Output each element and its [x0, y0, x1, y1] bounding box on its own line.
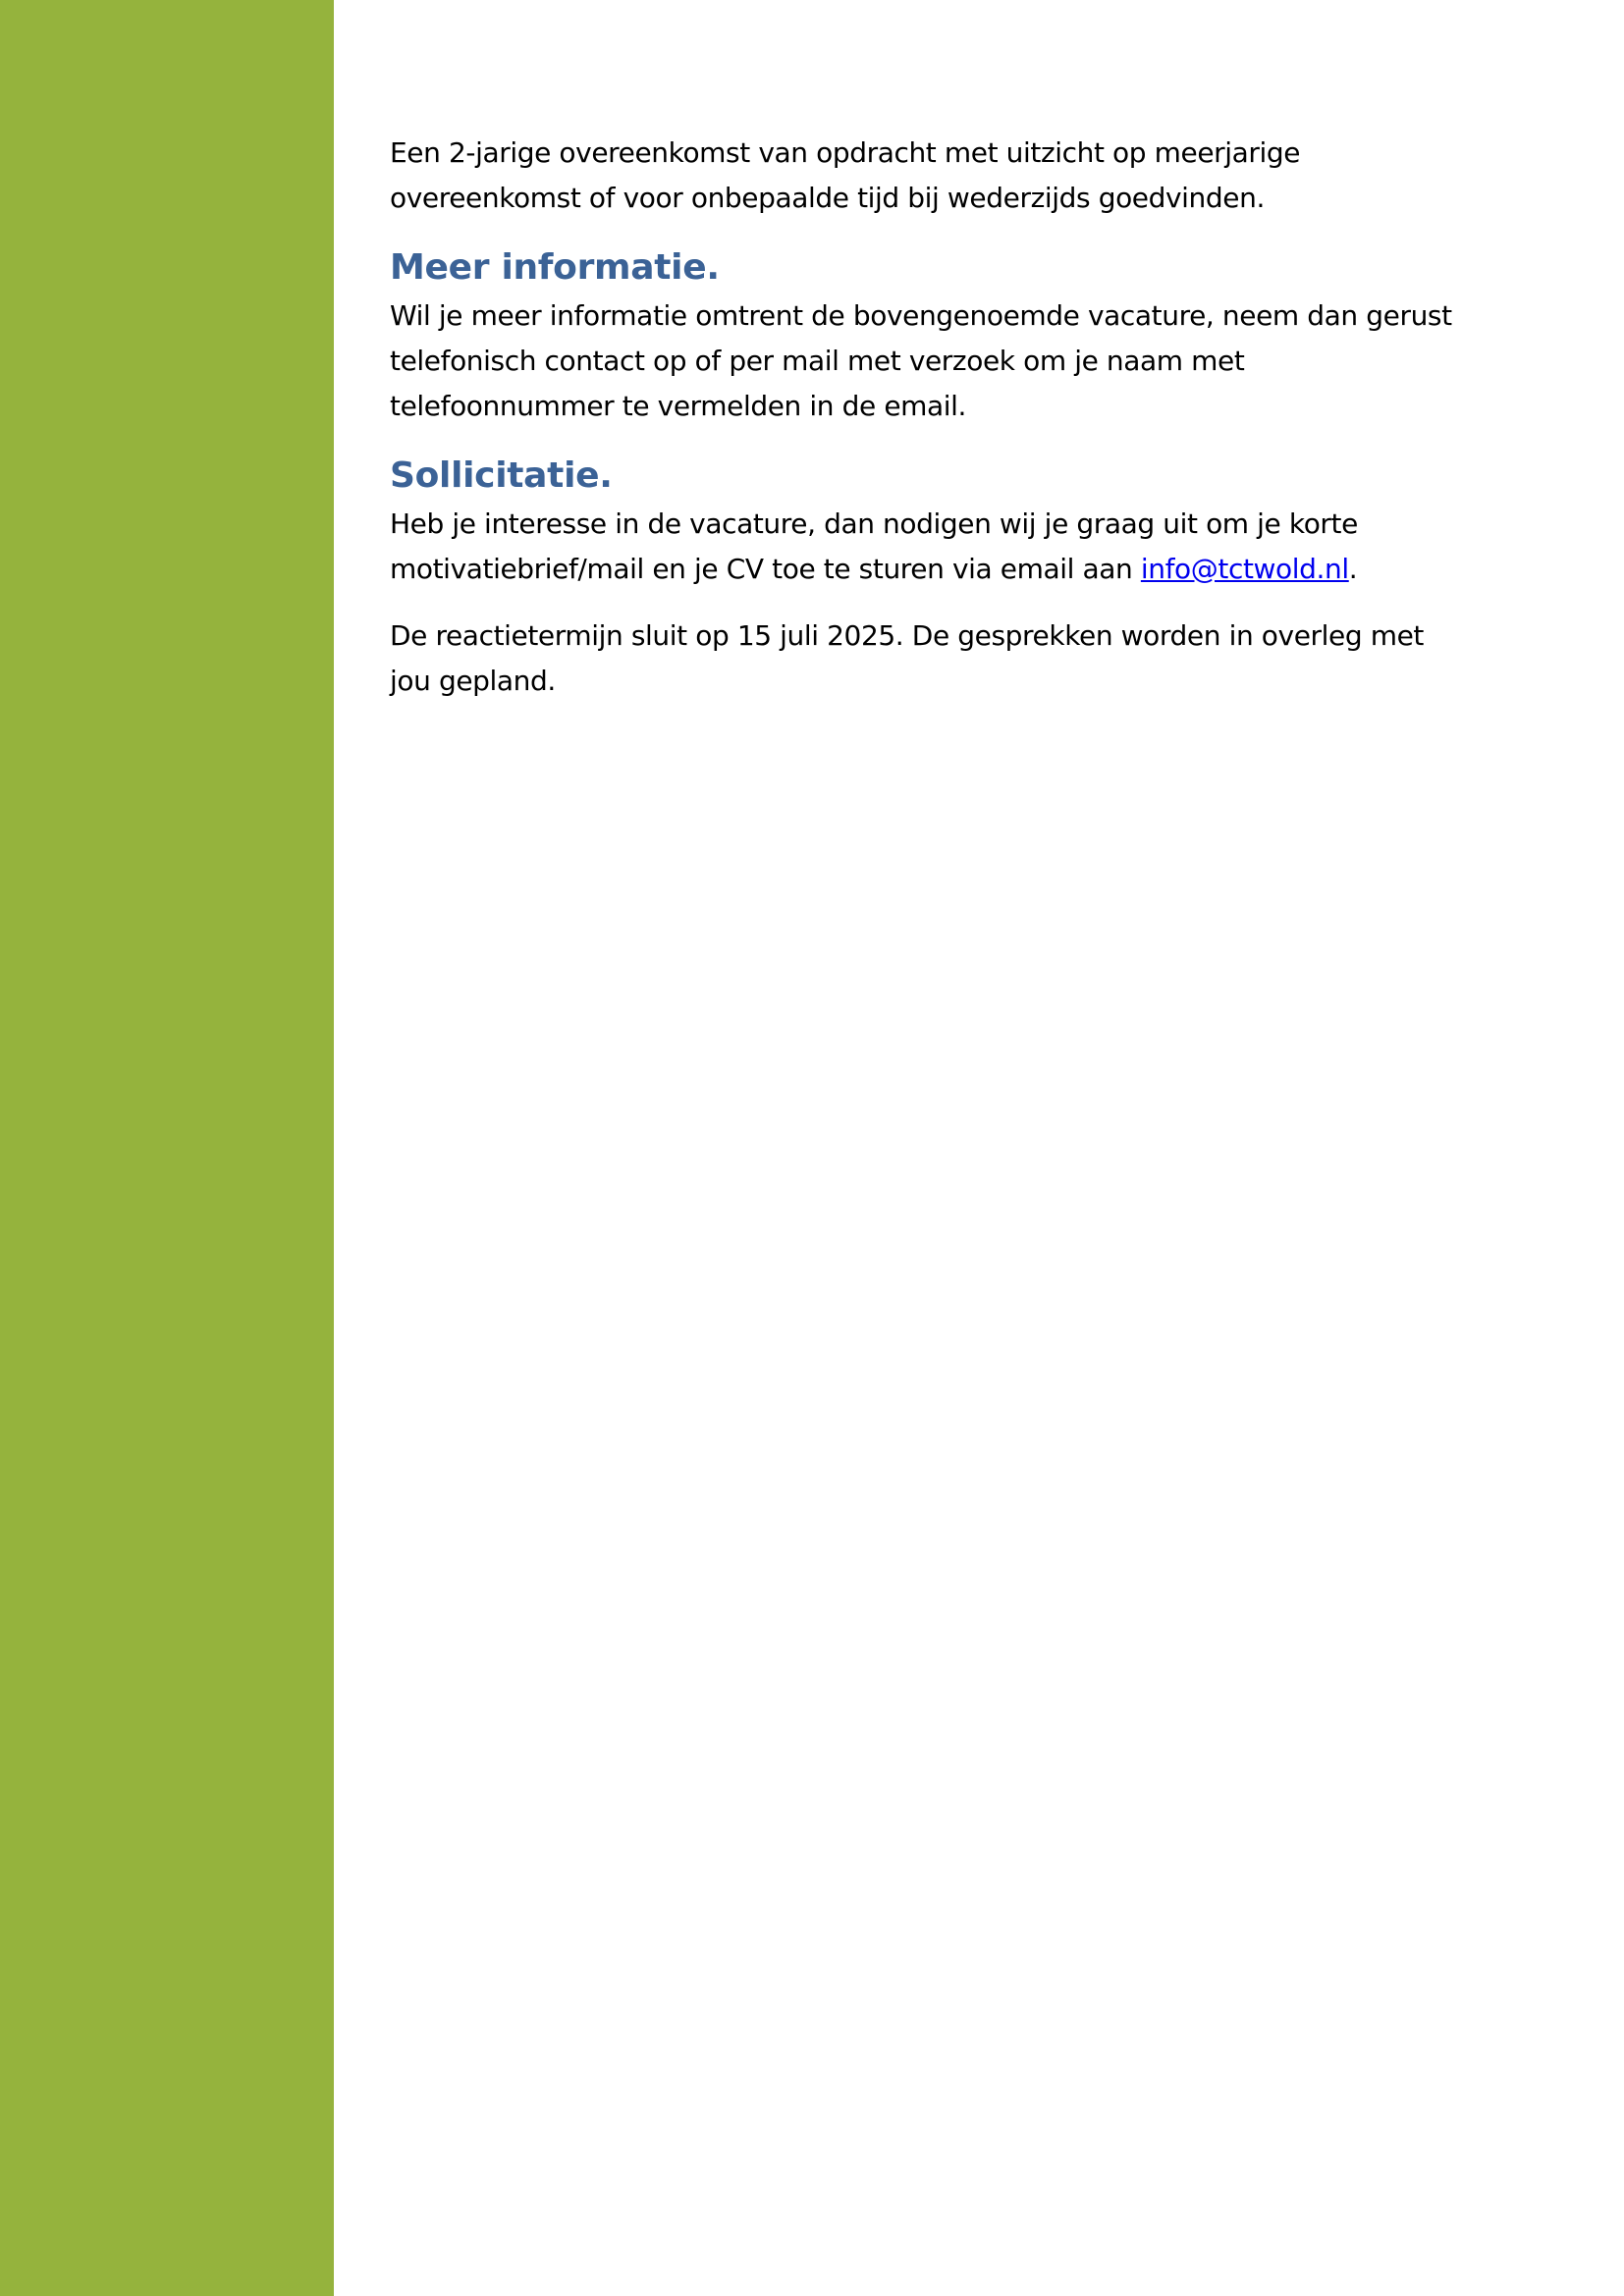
sollicitatie-text: Heb je interesse in de vacature, dan nodigen wij je graag uit om je korte motivatiebrief/mail en je CV toe te sturen via email aan: [390, 507, 1358, 585]
sollicitatie-heading: Sollicitatie.: [390, 455, 613, 496]
document-body: [390, 131, 1460, 725]
meer-informatie-heading: Meer informatie.: [390, 247, 720, 288]
sollicitatie-paragraph: [390, 502, 1460, 592]
sollicitatie-text-end: .: [1348, 553, 1358, 585]
email-link[interactable]: info@tctwold.nl: [1140, 553, 1349, 585]
meer-informatie-paragraph: Wil je meer informatie omtrent de bovengenoemde vacature, neem dan gerust telefonisch contact op of per mail met verzoek om je naam met telefoonnummer te vermelden in de email.: [390, 299, 1452, 422]
sidebar-color-band: [0, 0, 334, 2296]
intro-paragraph: Een 2-jarige overeenkomst van opdracht met uitzicht op meerjarige overeenkomst of voor onbepaalde tijd bij wederzijds goedvinden.: [390, 136, 1301, 214]
deadline-paragraph: De reactietermijn sluit op 15 juli 2025. De gesprekken worden in overleg met jou gepland.: [390, 619, 1425, 697]
